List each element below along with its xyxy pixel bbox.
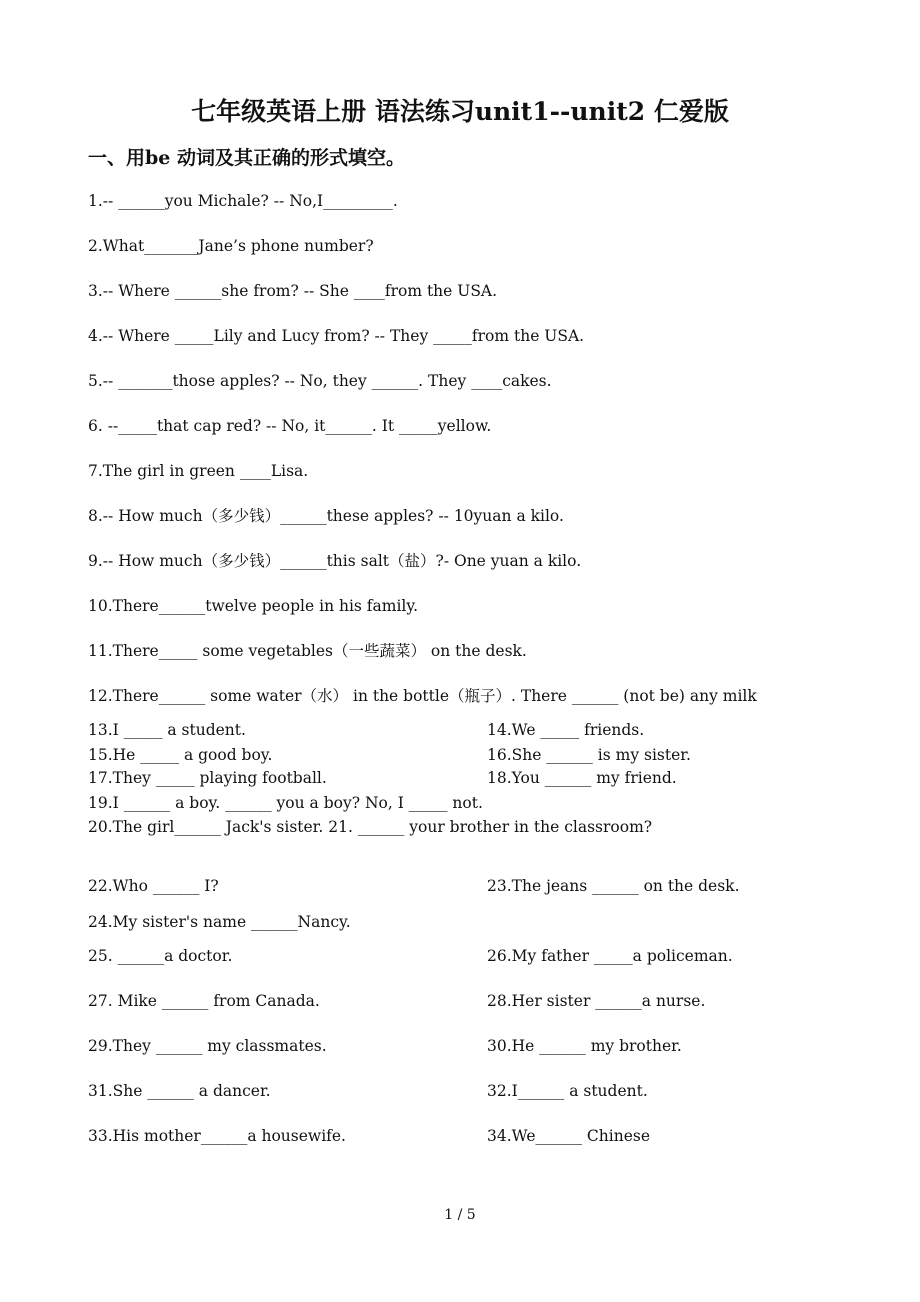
question-18: 18.You ______ my friend. — [487, 769, 677, 787]
question-1: 1.-- ______you Michale? -- No,I_________. — [88, 192, 398, 210]
question-2: 2.What_______Jane’s phone number? — [88, 237, 374, 255]
question-20-21: 20.The girl______ Jack's sister. 21. ______ your brother in the classroom? — [88, 818, 653, 836]
question-8: 8.-- How much（多少钱）______these apples? -- 10yuan a kilo. — [88, 507, 564, 525]
question-19: 19.I ______ a boy. ______ you a boy? No, I _____ not. — [88, 794, 483, 812]
question-9: 9.-- How much（多少钱）______this salt（盐）?- One yuan a kilo. — [88, 552, 582, 570]
question-7: 7.The girl in green ____Lisa. — [88, 462, 309, 480]
document-title: 七年级英语上册 语法练习unit1--unit2 仁爱版 — [191, 97, 729, 126]
question-26: 26.My father _____a policeman. — [487, 947, 733, 965]
question-17: 17.They _____ playing football. — [88, 769, 327, 787]
question-10: 10.There______twelve people in his family. — [88, 597, 419, 615]
question-13: 13.I _____ a student. — [88, 721, 246, 739]
question-5: 5.-- _______those apples? -- No, they ______. They ____cakes. — [88, 372, 552, 390]
question-22: 22.Who ______ I? — [88, 877, 219, 895]
question-32: 32.I______ a student. — [487, 1082, 648, 1100]
question-6: 6. --_____that cap red? -- No, it______. It _____yellow. — [88, 417, 492, 435]
question-24: 24.My sister's name ______Nancy. — [88, 913, 351, 931]
question-30: 30.He ______ my brother. — [487, 1037, 682, 1055]
question-12: 12.There______ some water（水） in the bottle（瓶子）. There ______ (not be) any milk — [88, 687, 757, 705]
question-25: 25. ______a doctor. — [88, 947, 233, 965]
question-14: 14.We _____ friends. — [487, 721, 645, 739]
question-33: 33.His mother______a housewife. — [88, 1127, 346, 1145]
section-heading: 一、用be 动词及其正确的形式填空。 — [88, 147, 405, 169]
question-28: 28.Her sister ______a nurse. — [487, 992, 706, 1010]
page-number: 1 / 5 — [444, 1207, 476, 1223]
question-4: 4.-- Where _____Lily and Lucy from? -- They _____from the USA. — [88, 327, 585, 345]
question-16: 16.She ______ is my sister. — [487, 746, 691, 764]
question-29: 29.They ______ my classmates. — [88, 1037, 327, 1055]
question-34: 34.We______ Chinese — [487, 1127, 650, 1145]
question-31: 31.She ______ a dancer. — [88, 1082, 271, 1100]
question-15: 15.He _____ a good boy. — [88, 746, 273, 764]
question-23: 23.The jeans ______ on the desk. — [487, 877, 740, 895]
question-11: 11.There_____ some vegetables（一些蔬菜） on the desk. — [88, 642, 527, 660]
question-3: 3.-- Where ______she from? -- She ____from the USA. — [88, 282, 498, 300]
question-27: 27. Mike ______ from Canada. — [88, 992, 320, 1010]
